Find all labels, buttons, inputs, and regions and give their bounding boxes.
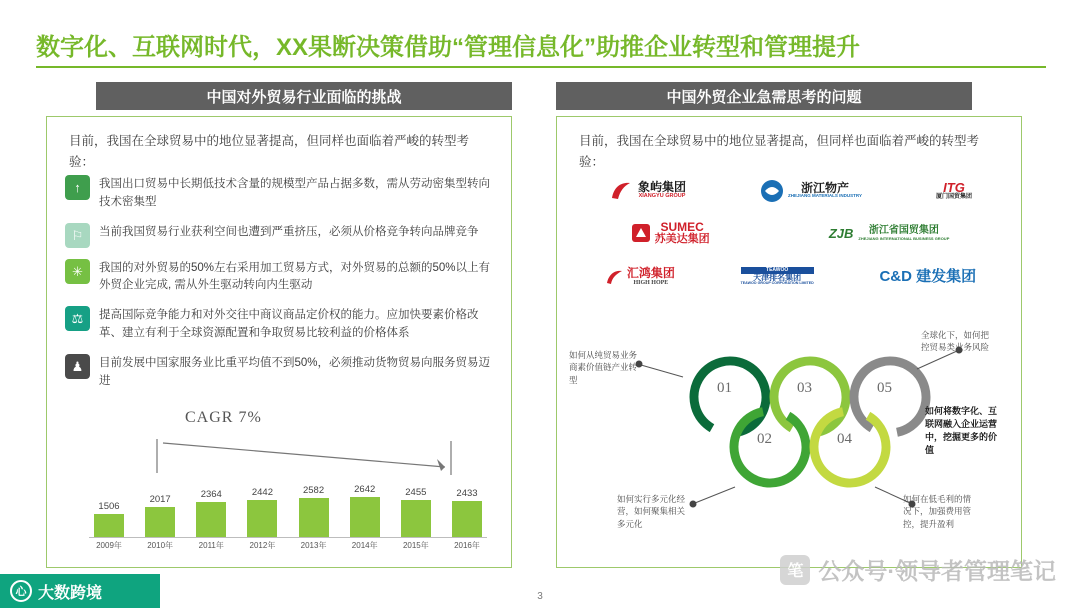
- chart-bar-value: 2582: [302, 485, 325, 496]
- chart-bar: [299, 498, 329, 537]
- chart-bar-value: 2433: [456, 488, 478, 499]
- left-panel-header: 中国对外贸易行业面临的挑战: [96, 82, 512, 110]
- trade-volume-bar-chart: [75, 409, 487, 557]
- chart-annotation: CAGR 7%: [185, 409, 262, 426]
- brand-label: 大数跨境: [38, 584, 103, 602]
- ring-label-02: 如何实行多元化经营，如何聚集相关多元化: [617, 494, 686, 529]
- chart-bar-group: [294, 485, 334, 537]
- chart-x-tick: 2011年: [198, 541, 224, 550]
- list-item: [65, 259, 501, 296]
- chart-bar: [145, 507, 175, 537]
- ring-label-01: 如何从纯贸易业务商素价值链产业转型: [569, 350, 638, 385]
- chart-bar: [350, 497, 380, 537]
- balance-icon: ⚖: [65, 306, 90, 331]
- watermark-badge-icon: 笔: [780, 555, 810, 585]
- logo-sublabel: ZHEJIANG MATERIALS INDUSTRY: [787, 193, 862, 199]
- chart-axis: [89, 537, 487, 538]
- watermark-text: 公众号·领导者管理笔记: [818, 558, 1056, 584]
- list-item-label: 目前发展中国家服务业比重平均值不到50%，必须推动货物贸易向服务贸易迈进: [99, 356, 491, 387]
- logo-itg: [936, 181, 972, 201]
- ring-number-02: 02: [757, 431, 772, 447]
- logo-sublabel: XIANGYU GROUP: [638, 192, 686, 199]
- chart-bar-value: 1506: [98, 501, 120, 512]
- chart-x-tick: 2012年: [249, 541, 276, 550]
- logo-cnd: [879, 269, 976, 285]
- sumec-mark-icon: [631, 223, 651, 243]
- chart-bar: [196, 502, 226, 537]
- page-title: 数字化、互联网时代，XX果断决策借助“管理信息化”助推企业转型和管理提升: [36, 33, 861, 61]
- chart-x-tick: 2013年: [300, 541, 327, 550]
- brand-logo-icon: 心: [10, 580, 32, 602]
- flag-icon: ⚐: [65, 223, 90, 248]
- logo-label: SUMEC: [660, 220, 704, 235]
- list-item: [65, 306, 501, 343]
- logo-sublabel: HIGH HOPE: [633, 279, 669, 286]
- xiangyu-mark-icon: [608, 178, 634, 204]
- chart-bar-group: [242, 487, 282, 537]
- logo-sublabel: 苏美达集团: [654, 233, 710, 246]
- highhope-mark-icon: [604, 267, 624, 287]
- chart-x-tick: 2014年: [351, 541, 378, 550]
- logo-highhope: [604, 267, 675, 287]
- chart-x-tick: 2015年: [402, 541, 429, 550]
- chart-bar-group: [396, 487, 436, 537]
- logo-sublabel: 浙江省国贸集团: [868, 225, 939, 237]
- logo-sublabel-en: ZHEJIANG INTERNATIONAL BUSINESS GROUP: [858, 235, 950, 241]
- logo-zjb: [829, 226, 950, 241]
- logo-label: ITG: [943, 179, 965, 195]
- chart-x-tick: 2010年: [147, 541, 174, 550]
- chart-bar: [401, 500, 431, 537]
- arrow-up-icon: ↑: [65, 175, 90, 200]
- right-panel-header: 中国外贸企业急需思考的问题: [556, 82, 972, 110]
- ring-number-05: 05: [877, 380, 892, 396]
- logo-mark-label: TEAWOO: [741, 267, 814, 274]
- logo-label: 汇鸿集团: [626, 266, 675, 281]
- chart-bar: [94, 514, 124, 537]
- challenges-list: [65, 175, 501, 402]
- logo-label: 浙江物产: [800, 180, 849, 195]
- logo-label: 天津排名集团: [753, 273, 802, 283]
- chart-bar-value: 2017: [149, 494, 171, 505]
- logo-sublabel: 厦门国贸集团: [935, 194, 972, 201]
- zhejiang-materials-mark-icon: [760, 179, 784, 203]
- logo-xiangyu: [608, 178, 686, 204]
- ring-label-04: 如何在低毛利的情况下，加强费用管控，提升盈利: [903, 494, 972, 529]
- logo-label: 象屿集团: [637, 180, 686, 195]
- chart-bar: [452, 501, 482, 537]
- company-logo-grid: [571, 169, 1009, 299]
- chart-bar-value: 2642: [354, 484, 376, 495]
- chart-bars: [89, 481, 487, 537]
- list-item-label: 当前我国贸易行业获利空间也遭到严重挤压，必须从价格竞争转向品牌竞争: [99, 225, 479, 238]
- chart-bar-group: [345, 484, 385, 537]
- logo-label: C&D 建发集团: [879, 267, 977, 285]
- left-panel: [46, 116, 512, 568]
- chart-bar-value: 2455: [405, 487, 427, 498]
- ring-number-03: 03: [797, 380, 812, 396]
- list-item: [65, 354, 501, 391]
- ring-number-01: 01: [717, 380, 732, 396]
- chart-x-labels: [89, 540, 487, 551]
- logo-teawoo: [741, 267, 814, 286]
- chart-bar-value: 2364: [200, 489, 222, 500]
- chart-x-tick: 2009年: [96, 541, 122, 550]
- list-item: [65, 175, 501, 212]
- person-icon: ♟: [65, 354, 90, 379]
- ring-number-04: 04: [837, 431, 852, 447]
- chart-bar-group: [191, 489, 231, 537]
- sparkle-icon: ✳: [65, 259, 90, 284]
- chart-bar-value: 2442: [251, 487, 273, 498]
- ring-label-03: 全球化下，如何把控贸易类业务风险: [921, 330, 990, 353]
- slide-title-bar: [36, 22, 1046, 68]
- chart-bar-group: [447, 488, 487, 537]
- page-number: 3: [537, 591, 543, 602]
- watermark: [780, 553, 1056, 586]
- logo-label: ZJB: [828, 225, 854, 241]
- right-panel-intro: 目前，我国在全球贸易中的地位显著提高，但同样也面临着严峻的转型考验：: [579, 134, 980, 170]
- olympic-rings-diagram: [565, 307, 1015, 527]
- right-panel: [556, 116, 1022, 568]
- list-item-label: 我国的对外贸易的50%左右采用加工贸易方式，对外贸易的总额的50%以上有外贸企业完成, 需从外生驱动转向内生驱动: [99, 261, 491, 292]
- growth-arrow-icon: [155, 437, 459, 477]
- chart-bar-group: [89, 501, 129, 537]
- ring-label-05: 如何将数字化、互联网融入企业运营中，挖掘更多的价值: [925, 406, 998, 456]
- logo-sublabel: TEAWOO GROUP CORPORATION LIMITED: [740, 281, 814, 286]
- logo-zhejiang-materials: [760, 179, 862, 203]
- logo-sumec: [631, 221, 710, 245]
- list-item: [65, 223, 501, 248]
- brand-badge: [0, 574, 160, 608]
- list-item-label: 提高国际竞争能力和对外交往中商议商品定价权的能力。应加快要素价格改革、建立有利于全球资源配置和争取贸易比较利益的价格体系: [99, 309, 479, 340]
- list-item-label: 我国出口贸易中长期低技术含量的规模型产品占据多数，需从劳动密集型转向技术密集型: [99, 178, 490, 208]
- left-panel-intro: 目前，我国在全球贸易中的地位显著提高，但同样也面临着严峻的转型考验：: [69, 134, 470, 170]
- chart-bar: [247, 500, 277, 537]
- chart-x-tick: 2016年: [454, 541, 480, 550]
- chart-bar-group: [140, 494, 180, 537]
